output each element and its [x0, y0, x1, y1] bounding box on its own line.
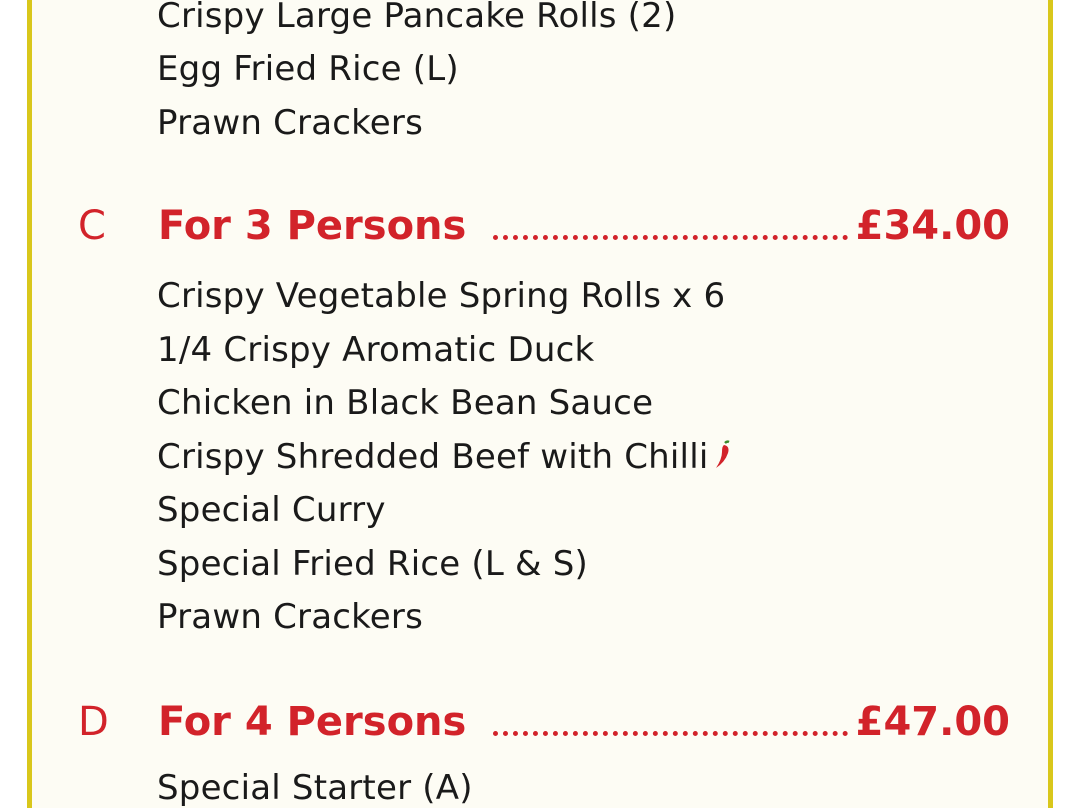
menu-item: 1/4 Crispy Aromatic Duck: [157, 330, 595, 370]
chilli-icon: [713, 440, 733, 470]
menu-item: Egg Fried Rice (L): [157, 49, 459, 89]
set-letter: C: [78, 203, 106, 249]
menu-item: Prawn Crackers: [157, 597, 424, 637]
right-border: [1048, 0, 1080, 808]
menu-item: Crispy Large Pancake Rolls (2): [157, 0, 677, 36]
left-border: [0, 0, 32, 808]
menu-item: Prawn Crackers: [157, 103, 424, 143]
set-heading: [78, 698, 1010, 746]
menu-item: Chicken in Black Bean Sauce: [157, 383, 654, 423]
set-title: For 3 Persons: [158, 203, 467, 249]
set-title: For 4 Persons: [158, 699, 467, 745]
set-price: £47.00: [855, 699, 1010, 745]
set-price: £34.00: [855, 203, 1010, 249]
dot-leader: [493, 731, 848, 736]
dot-leader: [493, 235, 848, 240]
menu-item-label: Crispy Shredded Beef with Chilli: [157, 437, 709, 477]
menu-item: Crispy Vegetable Spring Rolls x 6: [157, 276, 726, 316]
menu-item: Special Starter (A): [157, 768, 473, 808]
menu-item-spicy: [157, 437, 733, 477]
set-letter: D: [78, 699, 109, 745]
set-heading: [78, 202, 1010, 250]
menu-item: Special Fried Rice (L & S): [157, 544, 588, 584]
menu-item: Special Curry: [157, 490, 386, 530]
